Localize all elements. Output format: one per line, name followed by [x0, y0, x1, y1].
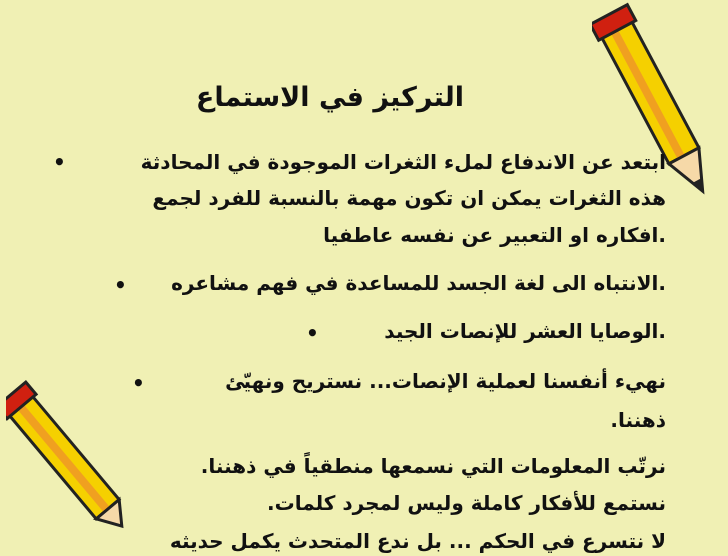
text-line-content: هذه الثغرات يمكن ان تكون مهمة بالنسبة للفرد لجمع	[152, 186, 666, 210]
text-line-content: .الانتباه الى لغة الجسد للمساعدة في فهم مشاعره	[171, 271, 666, 295]
slide-title: التركيز في الاستماع	[195, 82, 465, 113]
text-line	[323, 220, 666, 250]
text-line	[267, 488, 666, 518]
bullet-marker: •	[306, 321, 319, 345]
text-line-content: .الوصايا العشر للإنصات الجيد	[384, 319, 666, 343]
text-line-content: نهيء أنفسنا لعملية الإنصات... نستريح ونهيّئ	[225, 369, 666, 393]
text-line	[141, 147, 666, 177]
bullet-marker: •	[114, 273, 127, 297]
text-line	[225, 366, 666, 396]
text-line-content: .افكاره او التعبير عن نفسه عاطفيا	[323, 223, 666, 247]
text-line-content: نرتّب المعلومات التي نسمعها منطقياً في ذهننا.	[200, 454, 666, 478]
text-line	[152, 183, 666, 213]
text-line	[201, 451, 666, 481]
text-line	[170, 526, 666, 556]
text-line-content: نستمع للأفكار كاملة وليس لمجرد كلمات.	[267, 491, 666, 515]
bullet-marker: •	[132, 371, 145, 395]
text-line	[610, 405, 666, 435]
text-line	[384, 316, 666, 346]
pencil-icon	[6, 370, 126, 546]
text-line-content: لا نتسرع في الحكم ... بل ندع المتحدث يكمل حديثه	[169, 529, 666, 553]
bullet-marker: •	[53, 150, 66, 174]
text-line-content: ابتعد عن الاندفاع لملء الثغرات الموجودة في المحادثة	[140, 150, 666, 174]
text-line	[171, 268, 666, 298]
text-line-content: ذهننا.	[610, 408, 666, 432]
